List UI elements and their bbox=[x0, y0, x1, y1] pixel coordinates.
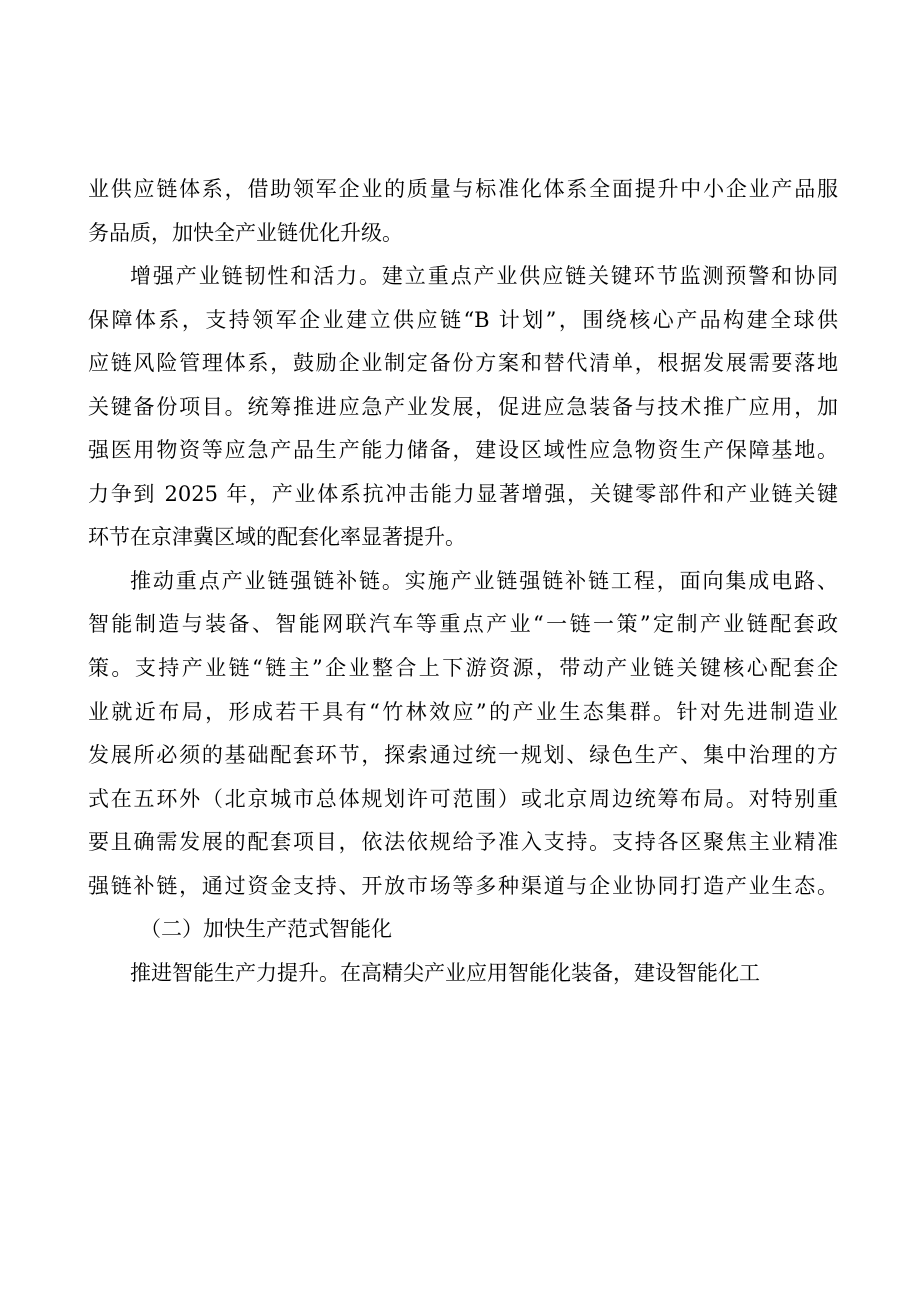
paragraph-3-line-2: 智能制造与装备、智能网联汽车等重点产业“一链一策”定制产业链配套政 bbox=[88, 612, 838, 637]
paragraph-2-line-6: 力争到 2025 年，产业体系抗冲击能力显著增强，关键零部件和产业链关键 bbox=[88, 481, 838, 506]
paragraph-3-line-4: 业就近布局，形成若干具有“竹林效应”的产业生态集群。针对先进制造业 bbox=[88, 699, 838, 724]
paragraph-2-line-4: 关键备份项目。统筹推进应急产业发展，促进应急装备与技术推广应用，加 bbox=[88, 394, 838, 419]
paragraph-3-line-7: 要且确需发展的配套项目，依法依规给予准入支持。支持各区聚焦主业精准 bbox=[88, 830, 838, 855]
paragraph-3-line-6: 式在五环外（北京城市总体规划许可范围）或北京周边统筹布局。对特别重 bbox=[88, 786, 838, 811]
paragraph-4-line-1: 推进智能生产力提升。在高精尖产业应用智能化装备，建设智能化工 bbox=[130, 960, 760, 985]
paragraph-2-line-5: 强医用物资等应急产品生产能力储备，建设区域性应急物资生产保障基地。 bbox=[88, 438, 838, 463]
section-heading: （二）加快生产范式智能化 bbox=[140, 917, 392, 942]
paragraph-3-line-3: 策。支持产业链“链主”企业整合上下游资源，带动产业链关键核心配套企 bbox=[88, 656, 838, 681]
paragraph-3-line-1: 推动重点产业链强链补链。实施产业链强链补链工程，面向集成电路、 bbox=[130, 568, 838, 593]
paragraph-2-line-1: 增强产业链韧性和活力。建立重点产业供应链关键环节监测预警和协同 bbox=[130, 264, 838, 289]
paragraph-2-line-2: 保障体系，支持领军企业建立供应链“B 计划”，围绕核心产品构建全球供 bbox=[88, 307, 838, 332]
paragraph-3-line-5: 发展所必须的基础配套环节，探索通过统一规划、绿色生产、集中治理的方 bbox=[88, 743, 838, 768]
paragraph-2-line-3: 应链风险管理体系，鼓励企业制定备份方案和替代清单，根据发展需要落地 bbox=[88, 351, 838, 376]
paragraph-1-line-1: 业供应链体系，借助领军企业的质量与标准化体系全面提升中小企业产品服 bbox=[88, 177, 838, 201]
paragraph-3-line-8: 强链补链，通过资金支持、开放市场等多种渠道与企业协同打造产业生态。 bbox=[88, 873, 838, 898]
document-body bbox=[88, 168, 838, 995]
paragraph-2-line-7: 环节在京津冀区域的配套化率显著提升。 bbox=[88, 525, 466, 550]
paragraph-1-line-2: 务品质，加快全产业链优化升级。 bbox=[88, 220, 403, 245]
